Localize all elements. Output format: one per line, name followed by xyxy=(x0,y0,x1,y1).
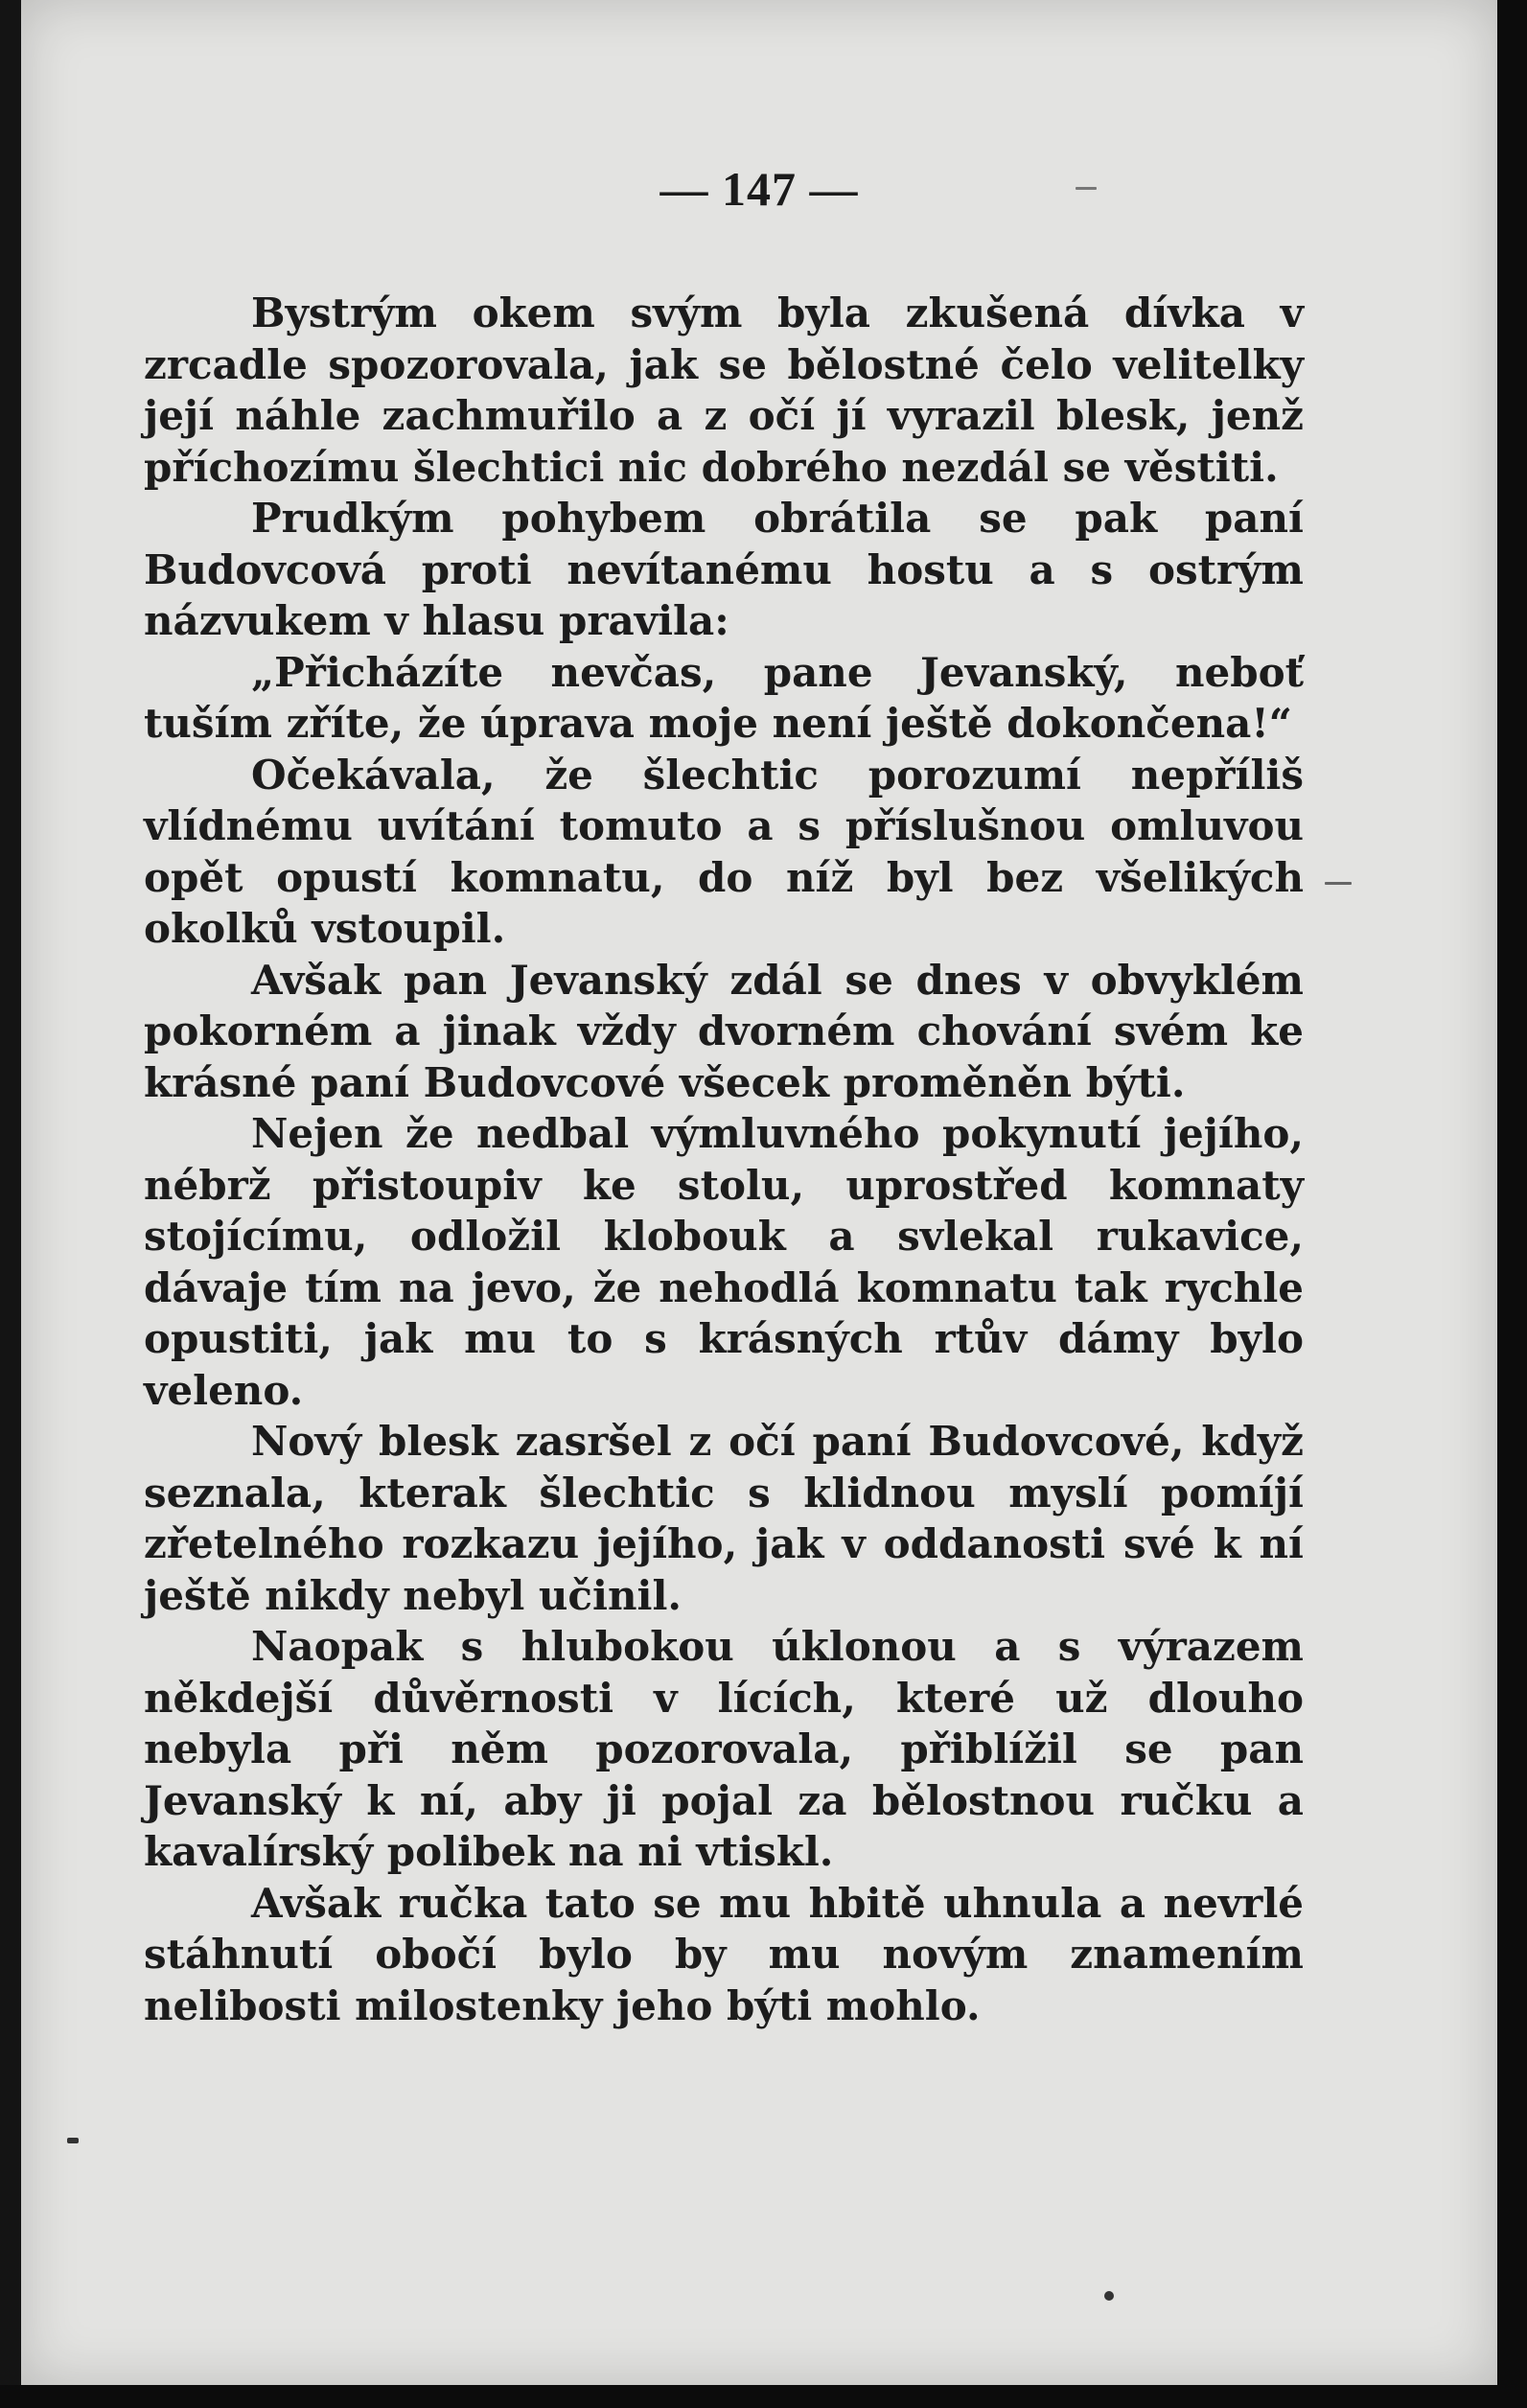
paper-speck xyxy=(1076,187,1097,190)
paragraph: Prudkým pohybem obrátila se pak paní Budovcová proti nevítanému hostu a s ostrým názvukem v hlasu pravila: xyxy=(144,495,1304,644)
scan-edge-right xyxy=(1497,0,1527,2408)
book-page xyxy=(21,0,1497,2385)
paragraph: Avšak ručka tato se mu hbitě uhnula a nevrlé stáhnutí obočí bylo by mu novým znamením nelibosti milostenky jeho býti mohlo. xyxy=(144,1879,1304,2029)
paper-speck xyxy=(67,2138,79,2143)
paragraph: Bystrým okem svým byla zkušená dívka v zrcadle spozorovala, jak se bělostné čelo velitelky její náhle zachmuřilo a z očí jí vyrazil blesk, jenž příchozímu šlechtici nic dobrého nezdál se věstiti. xyxy=(144,289,1304,491)
paragraph: Naopak s hlubokou úklonou a s výrazem někdejší důvěrnosti v lících, které už dlouho nebyla při něm pozorovala, přiblížil se pan Jevanský k ní, aby ji pojal za bělostnou ručku a kavalírský polibek na ni vtiskl. xyxy=(144,1623,1304,1875)
paragraph: Nový blesk zasršel z očí paní Budovcové, když seznala, kterak šlechtic s klidnou myslí pomíjí zřetelného rozkazu jejího, jak v oddanosti své k ní ještě nikdy nebyl učinil. xyxy=(144,1418,1304,1619)
scan-edge-bottom xyxy=(0,2385,1527,2408)
paragraph: Očekávala, že šlechtic porozumí nepříliš vlídnému uvítání tomuto a s příslušnou omluvou opět opustí komnatu, do níž byl bez všelikých okolků vstoupil. xyxy=(144,751,1304,952)
paper-speck xyxy=(1325,882,1352,885)
body-text xyxy=(144,288,1304,2031)
page-number: — 147 — xyxy=(659,162,859,216)
paragraph: „Přicházíte nevčas, pane Jevanský, neboť tuším zříte, že úprava moje není ještě dokončena!“ xyxy=(144,648,1304,747)
paragraph: Nejen že nedbal výmluvného pokynutí jejího, nébrž přistoupiv ke stolu, uprostřed komnaty stojícímu, odložil klobouk a svlekal rukavice, dávaje tím na jevo, že nehodlá komnatu tak rychle opustiti, jak mu to s krásných rtův dámy bylo veleno. xyxy=(144,1110,1304,1414)
paper-speck xyxy=(1104,2291,1114,2301)
paragraph: Avšak pan Jevanský zdál se dnes v obvyklém pokorném a jinak vždy dvorném chování svém ke krásné paní Budovcové všecek proměněn býti. xyxy=(144,956,1304,1106)
